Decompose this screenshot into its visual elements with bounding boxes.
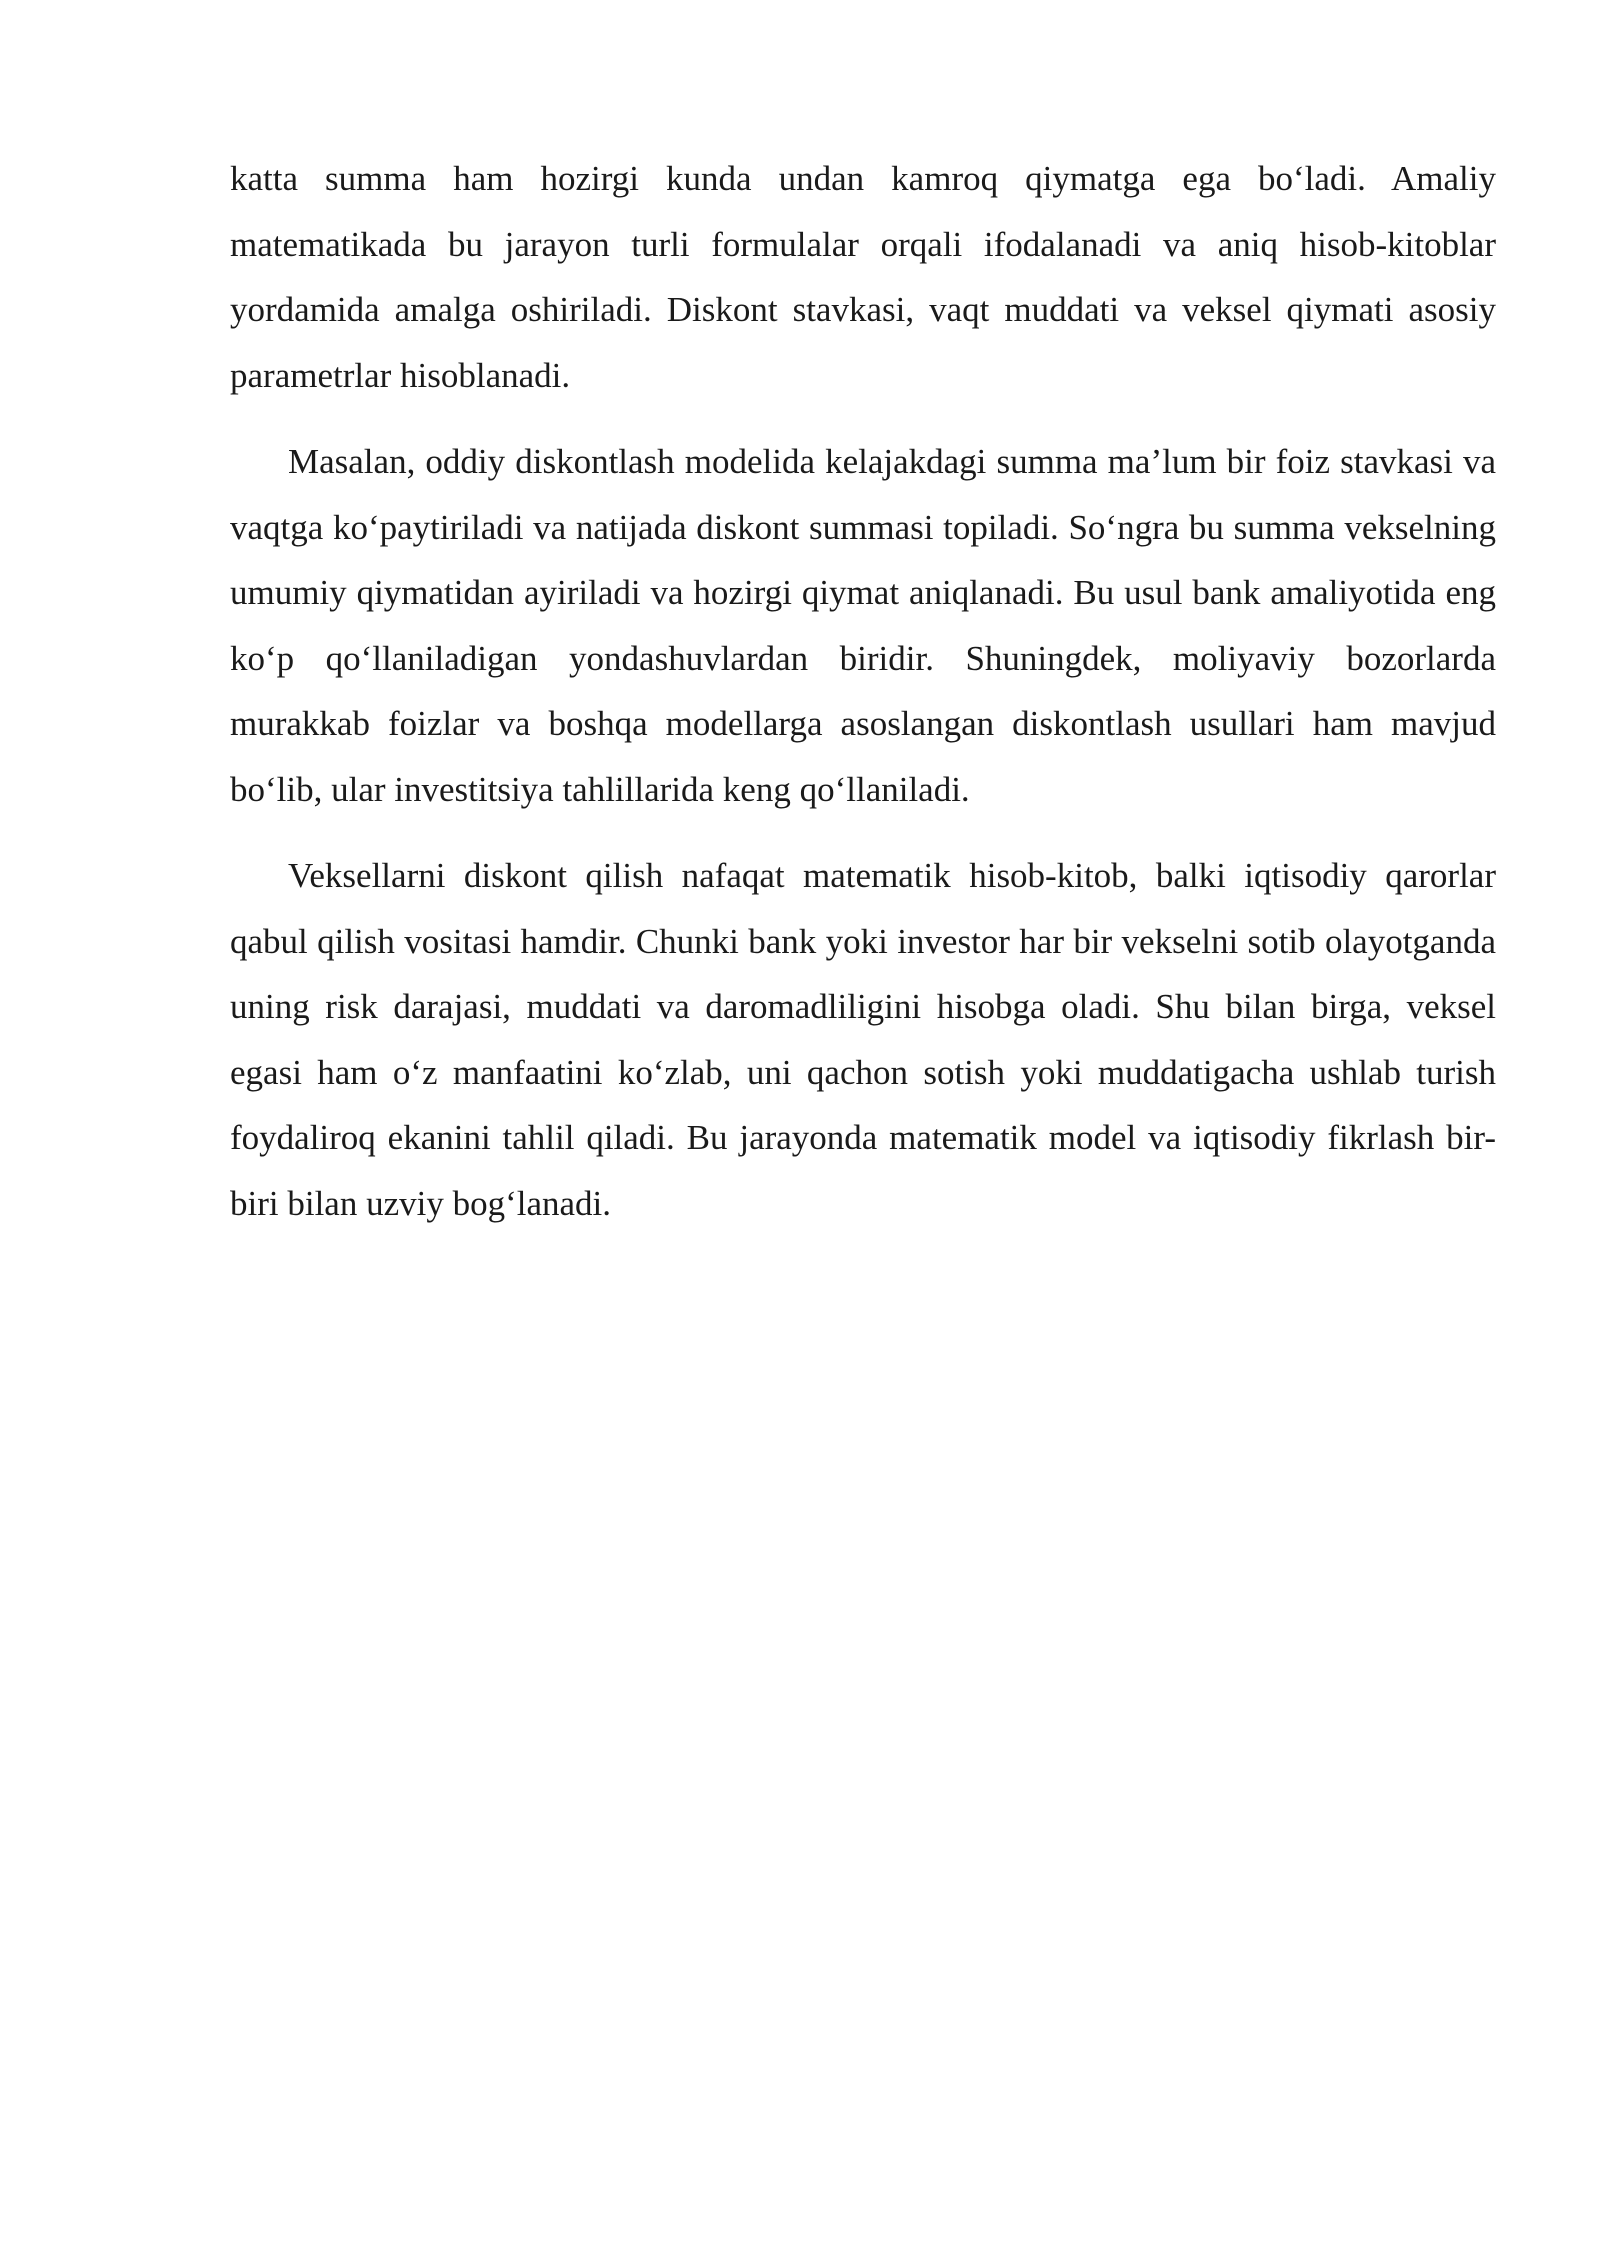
paragraph-continuation: katta summa ham hozirgi kunda undan kamroq qiymatga ega bo‘ladi. Amaliy matematikada bu jarayon turli formulalar orqali ifodalanadi va aniq hisob-kitoblar yordamida amalga oshiriladi. Diskont stavkasi, vaqt muddati va veksel qiymati asosiy parametrlar hisoblanadi. [230,159,1496,395]
paragraph-discounting-model: Masalan, oddiy diskontlash modelida kelajakdagi summa ma’lum bir foiz stavkasi va vaqtga ko‘paytiriladi va natijada diskont summasi topiladi. So‘ngra bu summa vekselning umumiy qiymatidan ayiriladi va hozirgi qiymat aniqlanadi. Bu usul bank amaliyotida eng ko‘p qo‘llaniladigan yondashuvlardan biridir. Shuningdek, moliyaviy bozorlarda murakkab foizlar va boshqa modellarga asoslangan diskontlash usullari ham mavjud bo‘lib, ular investitsiya tahlillarida keng qo‘llaniladi. [230,442,1496,809]
document-body [230,146,1496,1257]
paragraph-economic-decisions: Veksellarni diskont qilish nafaqat matematik hisob-kitob, balki iqtisodiy qarorlar qabul qilish vositasi hamdir. Chunki bank yoki investor har bir vekselni sotib olayotganda uning risk darajasi, muddati va daromadliligini hisobga oladi. Shu bilan birga, veksel egasi ham o‘z manfaatini ko‘zlab, uni qachon sotish yoki muddatigacha ushlab turish foydaliroq ekanini tahlil qiladi. Bu jarayonda matematik model va iqtisodiy fikrlash bir-biri bilan uzviy bog‘lanadi. [230,856,1496,1223]
